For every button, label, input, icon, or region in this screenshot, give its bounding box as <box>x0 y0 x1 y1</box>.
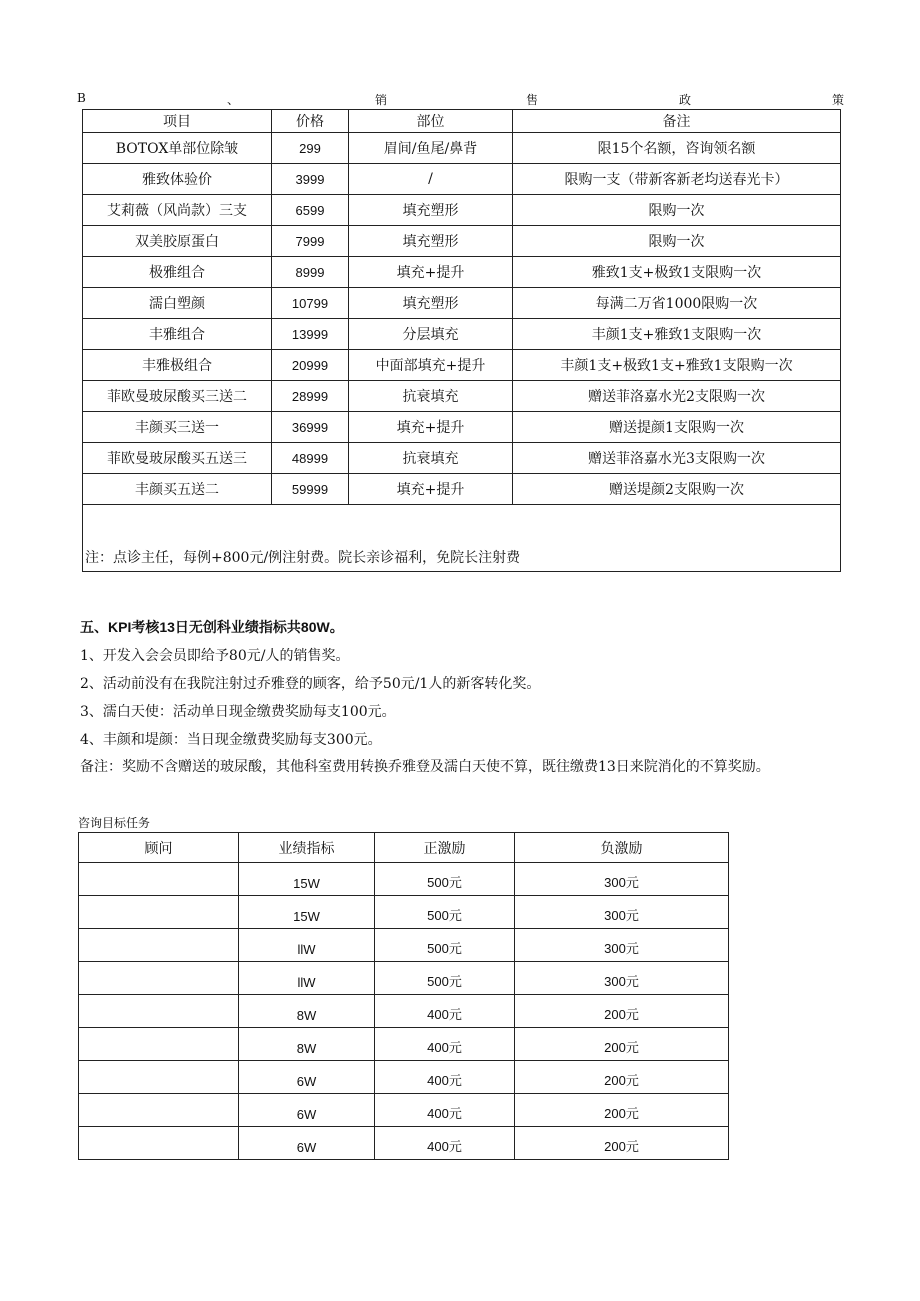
positive-cell: 400元 <box>375 995 515 1028</box>
positive-cell: 500元 <box>375 896 515 929</box>
header-item: 项目 <box>83 110 272 133</box>
note-cell-text: 限购一次 <box>513 226 841 257</box>
item-cell: 菲欧曼玻尿酸买三送二 <box>83 381 272 412</box>
item-cell: 丰颜买三送一 <box>83 412 272 443</box>
item-cell: 丰雅组合 <box>83 319 272 350</box>
footnote-row <box>83 505 841 572</box>
note-cell-text: 丰颜1支+极致1支+雅致1支限购一次 <box>513 350 841 381</box>
consult-target-table <box>78 832 729 1160</box>
table-row <box>79 995 729 1028</box>
positive-cell: 500元 <box>375 929 515 962</box>
negative-cell: 300元 <box>515 896 729 929</box>
item-cell: 极雅组合 <box>83 257 272 288</box>
table-row <box>83 226 841 257</box>
table-header-row <box>79 833 729 863</box>
table-row <box>79 1028 729 1061</box>
price-cell: 59999 <box>272 474 349 505</box>
table-row <box>79 1061 729 1094</box>
header-note: 备注 <box>513 110 841 133</box>
table-header-row <box>83 110 841 133</box>
target-cell: 8W <box>239 1028 375 1061</box>
area-cell: 填充塑形 <box>349 195 513 226</box>
positive-cell: 400元 <box>375 1028 515 1061</box>
area-cell: 填充+提升 <box>349 257 513 288</box>
note-cell-text: 雅致1支+极致1支限购一次 <box>513 257 841 288</box>
area-cell: 填充+提升 <box>349 474 513 505</box>
area-cell: 分层填充 <box>349 319 513 350</box>
note-cell-text: 每满二万省1000限购一次 <box>513 288 841 319</box>
table-row <box>83 133 841 164</box>
price-cell: 28999 <box>272 381 349 412</box>
table-row <box>79 863 729 896</box>
area-cell: 填充塑形 <box>349 288 513 319</box>
target-cell: 15W <box>239 896 375 929</box>
target-cell: llW <box>239 929 375 962</box>
heading-char: 售 <box>526 93 539 107</box>
price-cell: 10799 <box>272 288 349 319</box>
table-row <box>83 288 841 319</box>
positive-cell: 400元 <box>375 1094 515 1127</box>
header-area: 部位 <box>349 110 513 133</box>
table-row <box>83 474 841 505</box>
advisor-cell <box>79 962 239 995</box>
price-cell: 6599 <box>272 195 349 226</box>
advisor-cell <box>79 896 239 929</box>
heading-char: 策 <box>832 93 845 107</box>
table-row <box>83 381 841 412</box>
item-cell: 艾莉薇（风尚款）三支 <box>83 195 272 226</box>
note-cell-text: 赠送菲洛嘉水光2支限购一次 <box>513 381 841 412</box>
area-cell: 填充塑形 <box>349 226 513 257</box>
positive-cell: 400元 <box>375 1127 515 1160</box>
table-row <box>79 929 729 962</box>
table-row <box>83 350 841 381</box>
table-row <box>83 257 841 288</box>
table-row <box>83 195 841 226</box>
negative-cell: 300元 <box>515 863 729 896</box>
kpi-line: 3、濡白天使：活动单日现金缴费奖励每支100元。 <box>80 703 396 720</box>
section-heading <box>77 91 847 109</box>
consult-label: 咨询目标任务 <box>78 816 151 830</box>
item-cell: 丰颜买五送二 <box>83 474 272 505</box>
advisor-cell <box>79 995 239 1028</box>
kpi-remark: 备注：奖励不含赠送的玻尿酸，其他科室费用转换乔雅登及濡白天使不算，既往缴费13日来院消化的不算奖励。 <box>80 759 770 776</box>
area-cell: 中面部填充+提升 <box>349 350 513 381</box>
negative-cell: 300元 <box>515 962 729 995</box>
header-positive: 正激励 <box>375 833 515 863</box>
item-cell: 丰雅极组合 <box>83 350 272 381</box>
heading-char: 政 <box>679 93 692 107</box>
header-target: 业绩指标 <box>239 833 375 863</box>
price-cell: 299 <box>272 133 349 164</box>
table-row <box>83 412 841 443</box>
advisor-cell <box>79 1094 239 1127</box>
target-cell: 15W <box>239 863 375 896</box>
sales-policy-table <box>82 109 841 572</box>
negative-cell: 300元 <box>515 929 729 962</box>
header-advisor: 顾问 <box>79 833 239 863</box>
positive-cell: 400元 <box>375 1061 515 1094</box>
header-negative: 负激励 <box>515 833 729 863</box>
advisor-cell <box>79 1127 239 1160</box>
price-cell: 7999 <box>272 226 349 257</box>
header-price: 价格 <box>272 110 349 133</box>
table-row <box>83 164 841 195</box>
note-cell-text: 丰颜1支+雅致1支限购一次 <box>513 319 841 350</box>
note-cell-text: 限购一次 <box>513 195 841 226</box>
positive-cell: 500元 <box>375 962 515 995</box>
kpi-section <box>80 618 870 786</box>
heading-char: B <box>77 91 86 105</box>
negative-cell: 200元 <box>515 1094 729 1127</box>
target-cell: 8W <box>239 995 375 1028</box>
price-cell: 36999 <box>272 412 349 443</box>
table-row <box>79 1127 729 1160</box>
price-cell: 8999 <box>272 257 349 288</box>
area-cell: 眉间/鱼尾/鼻背 <box>349 133 513 164</box>
negative-cell: 200元 <box>515 995 729 1028</box>
kpi-line: 4、丰颜和堤颜：当日现金缴费奖励每支300元。 <box>80 731 382 748</box>
area-cell: 抗衰填充 <box>349 381 513 412</box>
note-cell-text: 赠送提颜1支限购一次 <box>513 412 841 443</box>
advisor-cell <box>79 863 239 896</box>
kpi-line: 1、开发入会会员即给予80元/人的销售奖。 <box>80 647 350 664</box>
table-row <box>79 896 729 929</box>
footnote: 注：点诊主任，每例+800元/例注射费。院长亲诊福利，免院长注射费 <box>83 505 841 572</box>
heading-char: 、 <box>227 93 240 107</box>
table-row <box>79 962 729 995</box>
table-row <box>83 319 841 350</box>
target-cell: llW <box>239 962 375 995</box>
item-cell: 菲欧曼玻尿酸买五送三 <box>83 443 272 474</box>
positive-cell: 500元 <box>375 863 515 896</box>
area-cell: 抗衰填充 <box>349 443 513 474</box>
item-cell: 濡白塑颜 <box>83 288 272 319</box>
price-cell: 13999 <box>272 319 349 350</box>
item-cell: BOTOX单部位除皱 <box>83 133 272 164</box>
item-cell: 双美胶原蛋白 <box>83 226 272 257</box>
negative-cell: 200元 <box>515 1028 729 1061</box>
advisor-cell <box>79 1061 239 1094</box>
kpi-line: 2、活动前没有在我院注射过乔雅登的顾客，给予50元/1人的新客转化奖。 <box>80 675 541 692</box>
area-cell: 填充+提升 <box>349 412 513 443</box>
table-row <box>79 1094 729 1127</box>
target-cell: 6W <box>239 1094 375 1127</box>
note-cell-text: 赠送菲洛嘉水光3支限购一次 <box>513 443 841 474</box>
table-row <box>83 443 841 474</box>
advisor-cell <box>79 929 239 962</box>
heading-char: 销 <box>375 93 388 107</box>
item-cell: 雅致体验价 <box>83 164 272 195</box>
kpi-title: 五、KPI考核13日无创科业绩指标共80W。 <box>80 619 344 635</box>
note-cell-text: 赠送堤颜2支限购一次 <box>513 474 841 505</box>
negative-cell: 200元 <box>515 1127 729 1160</box>
area-cell: / <box>349 164 513 195</box>
target-cell: 6W <box>239 1127 375 1160</box>
target-cell: 6W <box>239 1061 375 1094</box>
note-cell-text: 限购一支（带新客新老均送春光卡） <box>513 164 841 195</box>
negative-cell: 200元 <box>515 1061 729 1094</box>
price-cell: 48999 <box>272 443 349 474</box>
price-cell: 3999 <box>272 164 349 195</box>
note-cell-text: 限15个名额，咨询领名额 <box>513 133 841 164</box>
price-cell: 20999 <box>272 350 349 381</box>
advisor-cell <box>79 1028 239 1061</box>
